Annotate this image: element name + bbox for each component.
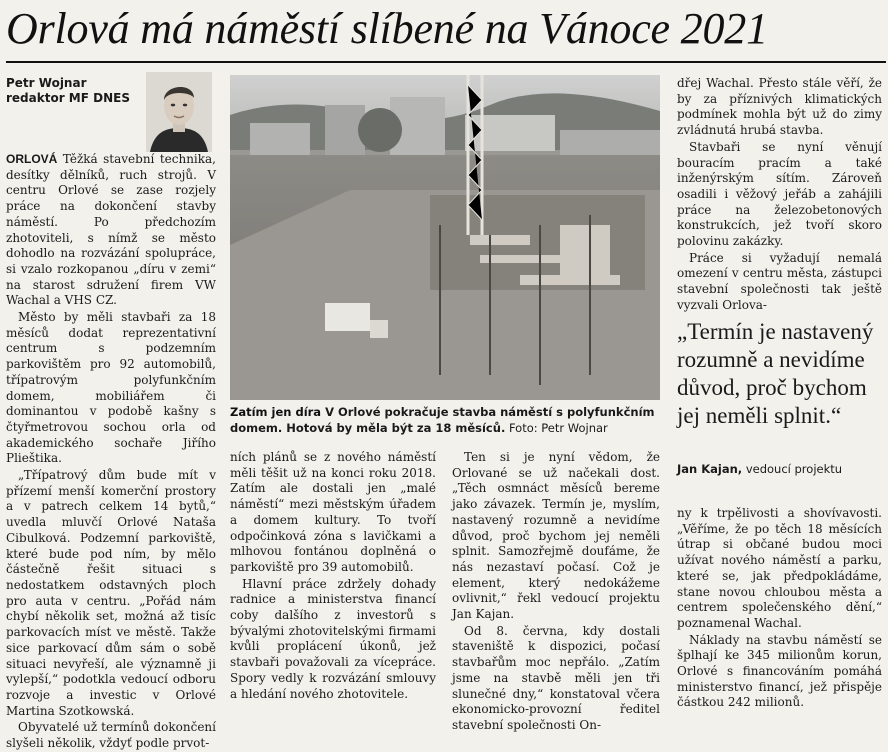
paragraph: „Třípatrový dům bude mít v přízemí menší komerční prostory a v patrech celkem 14 bytů,“ uvedla mluvčí Orlové Nataša Cibulková. Podzemní parkoviště, které bude pod ním, by mělo částečně řešit situaci s nedostatkem odstavných ploch pro auta v centru. „Pořád nám chybí několik set, možná až tisíc parkovacích míst ve městě. Takže sice parkovací dům sám o sobě situaci nevyřeší, ale významně ji vylepší,“ podotkla vedoucí odboru rozvoje a investic v Orlové Martina Szotkowská. [6,468,216,718]
article-column-4-bottom [677,506,882,711]
paragraph: Stavbaři se nyní věnují bouracím pracím a také inženýrským sítím. Zároveň osadili i věžový jeřáb a zahájili práce na železobetonových konstrukcích, jež tvoří skoro polovinu zakázky. [677,139,882,249]
paragraph: ny k trpělivosti a shovívavosti. „Věříme, že po těch 18 měsících útrap si občané budou moci užívat nového náměstí a parku, které se, jak předpokládáme, stane novou chloubou města a centrem společenského dění,“ poznamenal Wachal. [677,506,882,630]
paragraph: Ten si je nyní vědom, že Orlované se už načekali dost. „Těch osmnáct měsíců bereme jako závazek. Termín je, myslím, nastavený rozumně a nevidíme důvod, proč bychom jej neměli splnit. Samozřejmě doufáme, že nás nezastaví počasí. Což je element, který nedokážeme ovlivnit,“ řekl vedoucí projektu Jan Kajan. [452,450,660,622]
caption-lead: Zatím jen díra [230,405,322,419]
article-column-4-top [677,76,882,314]
paragraph: ních plánů se z nového náměstí měli těšit už na konci roku 2018. Zatím ale dostali jen „malé náměstí“ mezi městským úřadem a domem kultury. To tvoří odpočinková zóna s lavičkami a mlhovou fontánou doplněná o parkoviště pro 39 automobilů. [230,450,436,574]
paragraph: Náklady na stavbu náměstí se šplhají ke 345 milionům korun, Orlové s financováním pomáhá ministerstvo financí, jež přispěje částkou 242 milionů. [677,632,882,710]
caption-text: V Orlové pokračuje stavba náměstí s polyfunkčním domem. Hotová by měla být za 18 měsíců. [230,405,655,435]
paragraph: Od 8. června, kdy dostali staveniště k dispozici, počasí stavbařům moc nepřálo. „Zatím jsme na stavbě měli jen tři slunečné dny,“ konstatoval včera ekonomicko-provozní ředitel stavební společnosti On- [452,623,660,732]
article-column-1 [6,152,216,752]
quote-author-role: vedoucí projektu [742,462,843,476]
headline: Orlová má náměstí slíbené na Vánoce 2021 [6,4,768,53]
byline [6,76,144,106]
construction-site-photo [230,75,660,400]
headline-rule [6,61,886,63]
paragraph: Obyvatelé už termínů dokončení slyšeli několik, vždyť podle prvot- [6,720,216,751]
author-portrait [146,72,212,152]
photo-credit: Foto: Petr Wojnar [505,421,608,435]
paragraph: dřej Wachal. Přesto stále věří, že by za příznivých klimatických podmínek mohla být už do zimy zvládnutá hrubá stavba. [677,76,882,138]
paragraph: Práce si vyžadují nemalá omezení v centru města, zástupci stavební společnosti tak ještě vyzvali Orlova- [677,250,882,312]
paragraph: Město by měli stavbaři za 18 měsíců dodat reprezentativní centrum s podzemním parkovištěm pro 92 automobilů, třípatrovým polyfunkčním domem, mobiliářem či dominantou v podobě kašny s čtyřmetrovou sochou orla od akademického sochaře Jiřího Plieštika. [6,310,216,466]
author-role: redaktor MF DNES [6,91,130,105]
article-column-3 [452,450,660,734]
dateline: ORLOVÁ [6,152,58,166]
photo-caption [230,404,660,436]
pull-quote: „Termín je nastavený rozumně a nevidíme důvod, proč bychom jej neměli splnit.“ [677,319,874,428]
article-column-2 [230,450,436,702]
author-name: Petr Wojnar [6,76,87,90]
quote-author: Jan Kajan, [677,462,743,476]
paragraph: Hlavní práce zdržely dohady radnice a ministerstva financí coby dalšího z investorů s bývalými zhotovitelskými firmami kvůli proplácení úkonů, jež stavbaři považovali za vícepráce. Spory vedly k rozvázání smlouvy a hledání nového zhotovitele. [230,576,436,701]
pull-quote-attribution [677,462,882,476]
paragraph: ORLOVÁ Těžká stavební technika, desítky dělníků, ruch strojů. V centru Orlové se zase rozjely práce na dokončení stavby náměstí. Po předchozím zhotoviteli, s nímž se město dohodlo na rozvázání spolupráce, si vzalo rozkopanou „díru v zemi“ na starost sdružení firem VW Wachal a VHS CZ. [6,152,216,308]
